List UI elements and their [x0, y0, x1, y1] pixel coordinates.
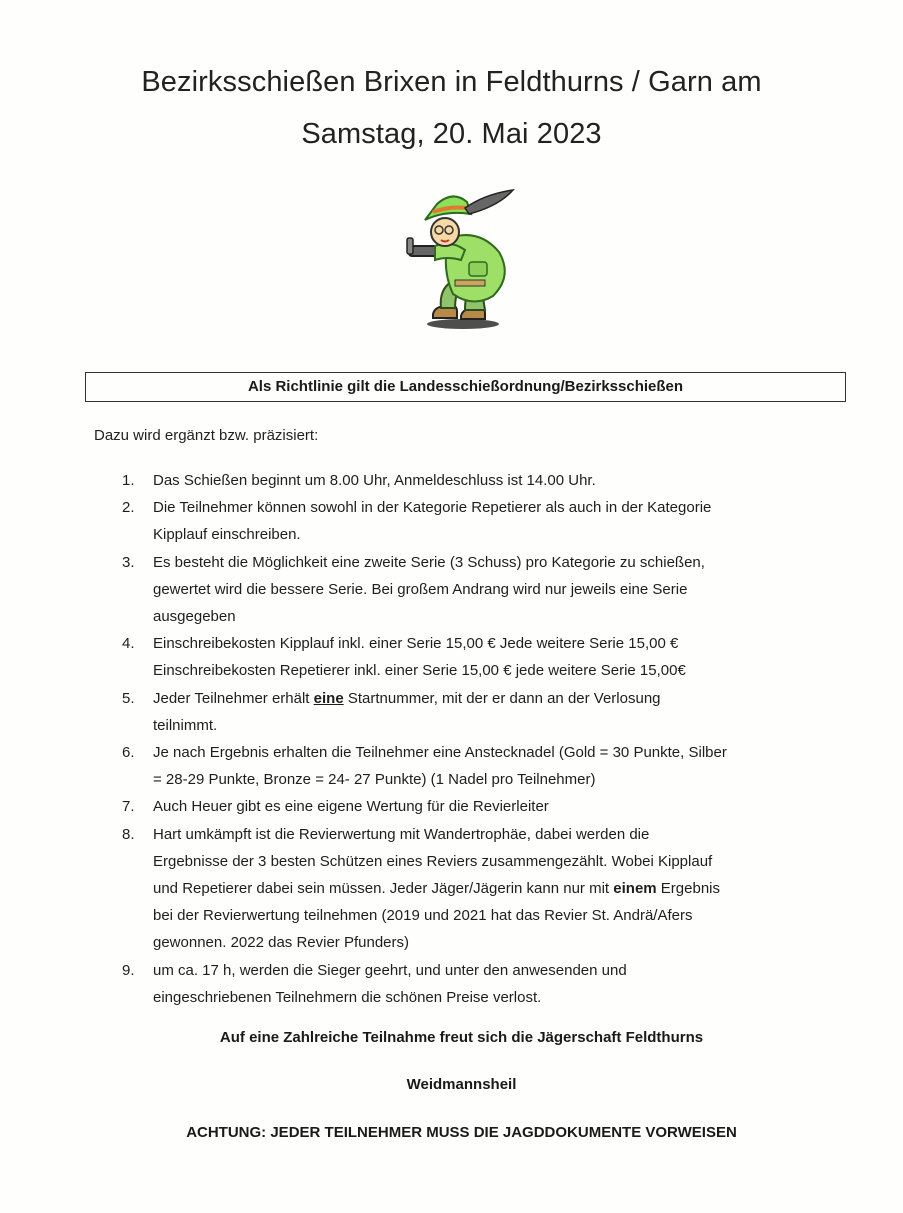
rule-text: teilnimmt.	[153, 716, 218, 734]
rule-item	[122, 957, 832, 1011]
rule-number: 8.	[122, 825, 135, 843]
rule-text-part: Ergebnis	[656, 880, 720, 898]
emphasis-bold: einem	[613, 880, 657, 898]
rule-item	[122, 793, 832, 820]
rule-item	[122, 630, 832, 684]
rule-text: Die Teilnehmer können sowohl in der Kategorie Repetierer als auch in der Kategorie	[153, 499, 712, 517]
rule-number: 5.	[122, 689, 135, 707]
rule-text: Ergebnisse der 3 besten Schützen eines Reviers zusammengezählt. Wobei Kipplauf	[153, 852, 713, 870]
rule-text: Das Schießen beginnt um 8.00 Uhr, Anmeldeschluss ist 14.00 Uhr.	[153, 472, 596, 489]
rule-number: 2.	[122, 499, 135, 517]
rule-text: um ca. 17 h, werden die Sieger geehrt, und unter den anwesenden und	[153, 961, 627, 979]
rule-item	[122, 739, 832, 793]
rule-number: 3.	[122, 553, 135, 571]
rule-text: ausgegeben	[153, 608, 236, 626]
rule-item	[122, 685, 832, 739]
rule-text: Auch Heuer gibt es eine eigene Wertung für die Revierleiter	[153, 798, 549, 816]
rule-number: 6.	[122, 744, 135, 762]
rule-item	[122, 549, 832, 631]
rule-text-part: Jeder Teilnehmer erhält	[153, 689, 314, 707]
rule-text	[153, 685, 832, 712]
rule-item	[122, 821, 832, 957]
rule-number: 7.	[122, 798, 135, 816]
emphasis-underline: eine	[313, 689, 344, 707]
rules-list	[122, 467, 832, 1011]
rule-text: gewonnen. 2022 das Revier Pfunders)	[153, 934, 409, 952]
closing-salute: Weidmannsheil	[406, 1076, 517, 1093]
closing-greeting: Auf eine Zahlreiche Teilnahme freut sich die Jägerschaft Feldthurns	[219, 1029, 704, 1046]
rule-text: gewertet wird die bessere Serie. Bei großem Andrang wird nur jeweils eine Serie	[153, 580, 688, 598]
title-line-1: Bezirksschießen Brixen in Feldthurns / Garn am	[141, 66, 762, 98]
rule-number: 1.	[122, 472, 135, 489]
rule-text: Je nach Ergebnis erhalten die Teilnehmer eine Anstecknadel (Gold = 30 Punkte, Silber	[153, 744, 727, 762]
rule-text-part: und Repetierer dabei sein müssen. Jeder Jäger/Jägerin kann nur mit	[153, 880, 614, 898]
hunter-mascot-icon	[405, 188, 520, 333]
page-title	[0, 56, 903, 160]
rule-text: Einschreibekosten Repetierer inkl. einer Serie 15,00 € jede weitere Serie 15,00€	[153, 662, 686, 680]
rule-number: 4.	[122, 635, 135, 653]
rule-number: 9.	[122, 961, 135, 979]
rule-text: bei der Revierwertung teilnehmen (2019 und 2021 hat das Revier St. Andrä/Afers	[153, 907, 693, 925]
rule-text: = 28-29 Punkte, Bronze = 24- 27 Punkte) (1 Nadel pro Teilnehmer)	[153, 771, 596, 789]
rule-text: Kipplauf einschreiben.	[153, 526, 301, 544]
rule-item	[122, 467, 832, 494]
guideline-box: Als Richtlinie gilt die Landesschießordnung/Bezirksschießen	[85, 372, 846, 402]
rule-item	[122, 494, 832, 548]
rule-text: Hart umkämpft ist die Revierwertung mit Wandertrophäe, dabei werden die	[153, 825, 650, 843]
rule-text	[153, 875, 832, 902]
rule-text: Es besteht die Möglichkeit eine zweite Serie (3 Schuss) pro Kategorie zu schießen,	[153, 553, 705, 571]
rule-text: Einschreibekosten Kipplauf inkl. einer Serie 15,00 € Jede weitere Serie 15,00 €	[153, 635, 679, 653]
documents-warning: ACHTUNG: JEDER TEILNEHMER MUSS DIE JAGDDOKUMENTE VORWEISEN	[186, 1124, 737, 1141]
rule-text: eingeschriebenen Teilnehmern die schönen Preise verlost.	[153, 988, 542, 1006]
rule-text-part: Startnummer, mit der er dann an der Verlosung	[343, 689, 661, 707]
title-line-2: Samstag, 20. Mai 2023	[301, 118, 602, 150]
intro-text: Dazu wird ergänzt bzw. präzisiert:	[94, 427, 319, 444]
